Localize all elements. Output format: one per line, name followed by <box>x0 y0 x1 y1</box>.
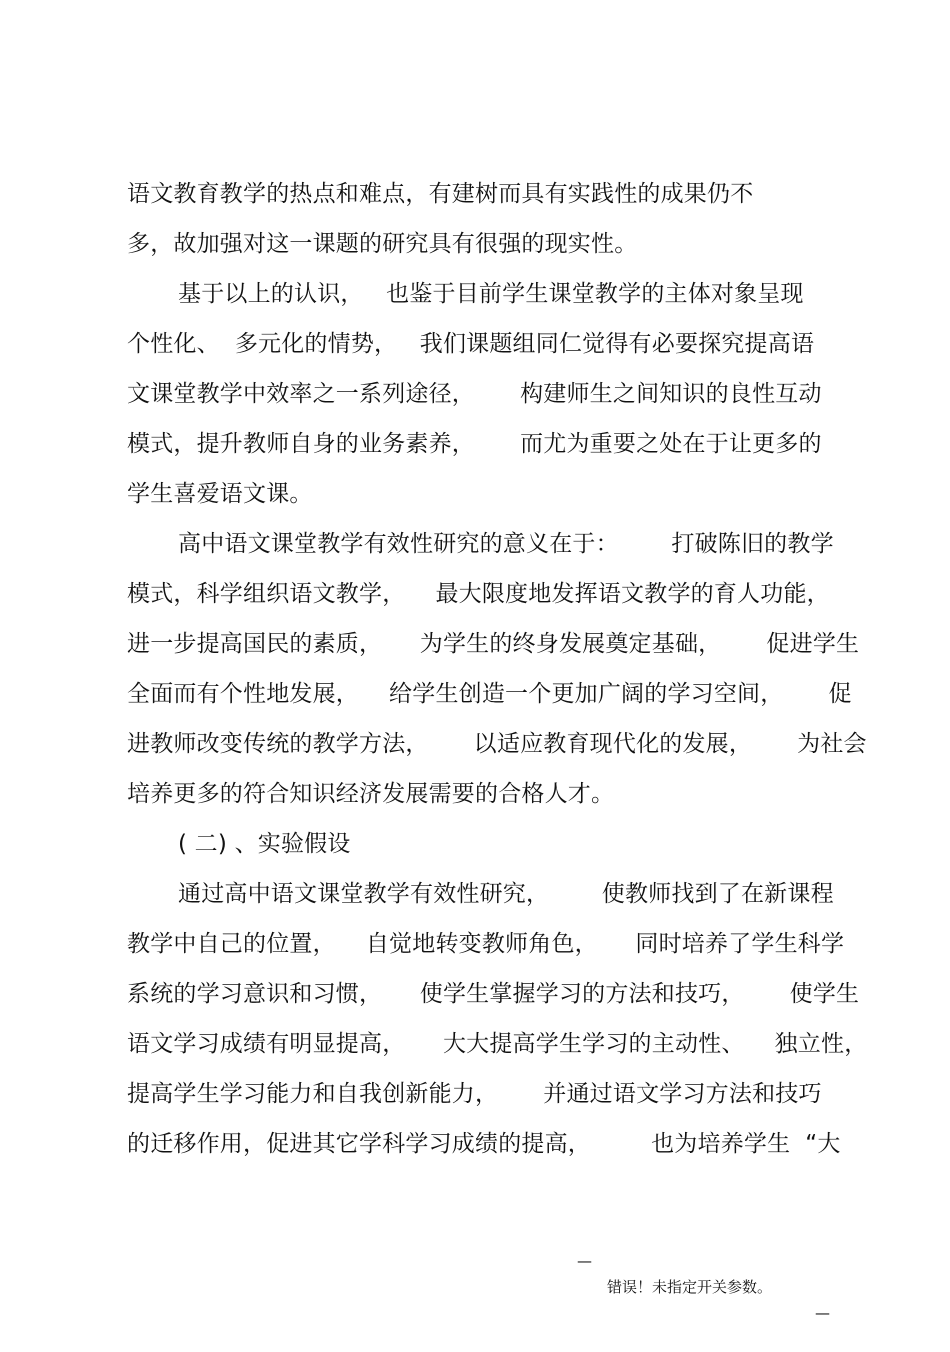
paragraph-line: 全面而有个性地发展， 给学生创造一个更加广阔的学习空间， 促 <box>127 681 852 707</box>
paragraph-line: 培养更多的符合知识经济发展需要的合格人才。 <box>127 781 615 807</box>
paragraph-line: 语文学习成绩有明显提高， 大大提高学生学习的主动性、 独立性， <box>127 1031 868 1057</box>
paragraph-line: 语文教育教学的热点和难点，有建树而具有实践性的成果仍不 <box>127 181 754 207</box>
paragraph-line: 提高学生学习能力和自我创新能力， 并通过语文学习方法和技巧 <box>127 1081 822 1107</box>
paragraph-line: 基于以上的认识， 也鉴于目前学生课堂教学的主体对象呈现 <box>178 281 804 307</box>
paragraph-line: 高中语文课堂教学有效性研究的意义在于： 打破陈旧的教学 <box>178 531 834 557</box>
paragraph-line: 系统的学习意识和习惯， 使学生掌握学习的方法和技巧， 使学生 <box>127 981 860 1007</box>
paragraph-line: 模式，提升教师自身的业务素养， 而尤为重要之处在于让更多的 <box>127 431 822 457</box>
paragraph-line: 文课堂教学中效率之一系列途径， 构建师生之间知识的良性互动 <box>127 381 822 407</box>
paragraph-line: 个性化、 多元化的情势， 我们课题组同仁觉得有必要探究提高语 <box>127 331 815 357</box>
paragraph-line: 学生喜爱语文课。 <box>127 481 313 507</box>
paragraph-line: 的迁移作用，促进其它学科学习成绩的提高， 也为培养学生 “大 <box>127 1131 841 1157</box>
paragraph-line: 教学中自己的位置， 自觉地转变教师角色， 同时培养了学生科学 <box>127 931 845 957</box>
footer-dash-left: — <box>577 1252 592 1270</box>
footer-dash-right: — <box>815 1304 830 1322</box>
page-footer <box>577 1222 830 1322</box>
paragraph-line: 通过高中语文课堂教学有效性研究， 使教师找到了在新课程 <box>178 881 834 907</box>
section-heading: ( 二) 、实验假设 <box>178 831 351 857</box>
paragraph-line: 模式，科学组织语文教学， 最大限度地发挥语文教学的育人功能， <box>127 581 830 607</box>
footer-error-text: 错误！未指定开关参数。 <box>607 1278 773 1296</box>
paragraph-line: 进教师改变传统的教学方法， 以适应教育现代化的发展， 为社会 <box>127 731 867 757</box>
paragraph-line: 多，故加强对这一课题的研究具有很强的现实性。 <box>127 231 638 257</box>
paragraph-line: 进一步提高国民的素质， 为学生的终身发展奠定基础， 促进学生 <box>127 631 860 657</box>
